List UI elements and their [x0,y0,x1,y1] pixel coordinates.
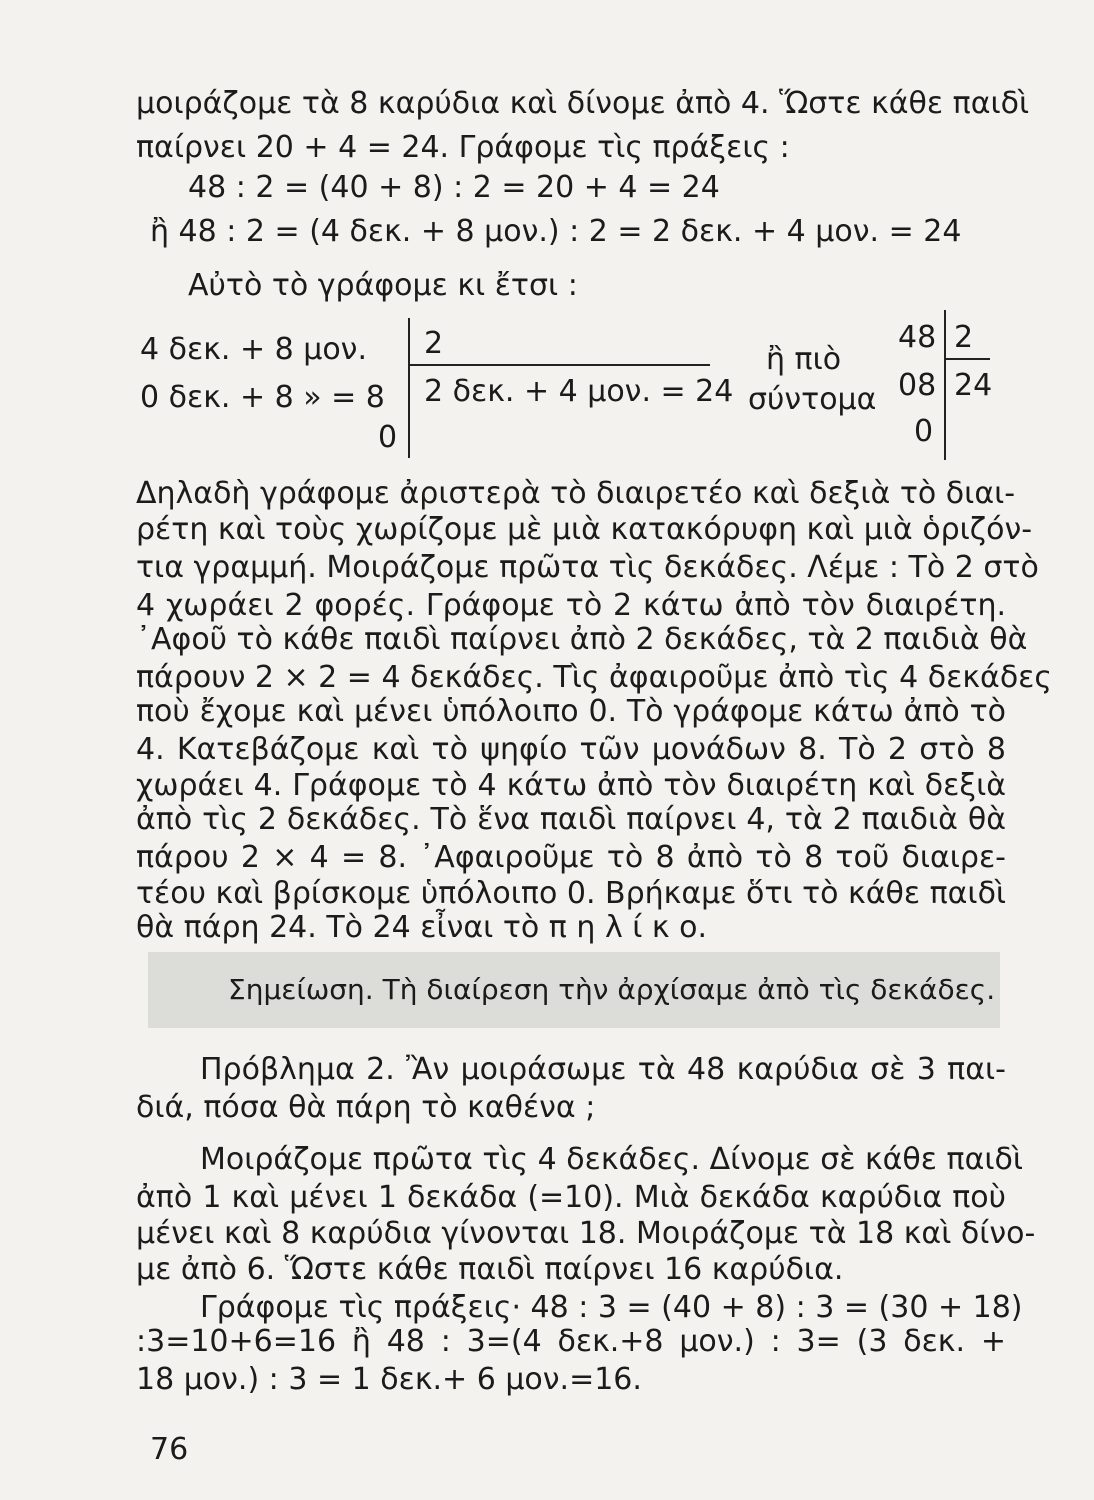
explanation-line-6: πάρουν 2 × 2 = 4 δεκάδες. Τὶς ἀφαιροῦμε ἀπὸ τὶς 4 δεκάδες [136,660,1052,695]
short-label: σύντομα [748,382,877,417]
equation-1: 48 : 2 = (40 + 8) : 2 = 20 + 4 = 24 [188,170,720,205]
solution-line-3: μένει καὶ 8 καρύδια γίνονται 18. Μοιράζομε τὰ 18 καὶ δίνο- [136,1216,1036,1251]
short-divisor: 2 [954,320,974,355]
short-horizontal-line [946,358,990,360]
equation-3: Αὐτὸ τὸ γράφομε κι ἔτσι : [188,268,578,303]
explanation-line-9: χωράει 4. Γράφομε τὸ 4 κάτω ἀπὸ τὸν διαιρέτη καὶ δεξιὰ [136,768,1006,803]
explanation-line-2: ρέτη καὶ τοὺς χωρίζομε μὲ μιὰ κατακόρυφη καὶ μιὰ ὁριζόν- [136,512,1033,547]
short-dividend: 48 [898,320,937,355]
division-left-row-3: 0 [378,420,398,455]
explanation-line-7: ποὺ ἔχομε καὶ μένει ὑπόλοιπο 0. Τὸ γράφομε κάτω ἀπὸ τὸ [136,694,1006,729]
operations-line-1: Γράφομε τὶς πράξεις· 48 : 3 = (40 + 8) : 3 = (30 + 18) [200,1290,1023,1325]
operations-line-2: :3=10+6=16 ἢ 48 : 3=(4 δεκ.+8 μον.) : 3= (3 δεκ. + [136,1324,1006,1359]
explanation-line-3: τια γραμμή. Μοιράζομε πρῶτα τὶς δεκάδες. Λέμε : Τὸ 2 στὸ [136,550,1039,585]
intro-line-2: παίρνει 20 + 4 = 24. Γράφομε τὶς πράξεις : [136,130,790,165]
division-vertical-line [408,318,410,458]
explanation-line-4: 4 χωράει 2 φορές. Γράφομε τὸ 2 κάτω ἀπὸ τὸν διαιρέτη. [136,588,1006,623]
short-quotient: 24 [954,368,993,403]
explanation-line-11: πάρου 2 × 4 = 8. ᾿Αφαιροῦμε τὸ 8 ἀπὸ τὸ 8 τοῦ διαιρε- [136,840,1006,875]
division-left-row-1: 4 δεκ. + 8 μον. [140,332,367,367]
note-text: Σημείωση. Τὴ διαίρεση τὴν ἀρχίσαμε ἀπὸ τὶς δεκάδες. [228,973,996,1006]
explanation-line-12: τέου καὶ βρίσκομε ὑπόλοιπο 0. Βρήκαμε ὅτι τὸ κάθε παιδὶ [136,876,1007,911]
explanation-line-10: ἀπὸ τὶς 2 δεκάδες. Τὸ ἕνα παιδὶ παίρνει 4, τὰ 2 παιδιὰ θὰ [136,802,1006,837]
short-remainder: 0 [914,414,934,449]
operations-line-3: 18 μον.) : 3 = 1 δεκ.+ 6 μον.=16. [136,1362,642,1397]
solution-line-2: ἀπὸ 1 καὶ μένει 1 δεκάδα (=10). Μιὰ δεκάδα καρύδια ποὺ [136,1180,1006,1215]
division-quotient: 2 δεκ. + 4 μον. = 24 [424,374,734,409]
equation-2: ἢ 48 : 2 = (4 δεκ. + 8 μον.) : 2 = 2 δεκ. + 4 μον. = 24 [150,214,962,249]
explanation-line-5: ᾿Αφοῦ τὸ κάθε παιδὶ παίρνει ἀπὸ 2 δεκάδες, τὰ 2 παιδιὰ θὰ [136,622,1028,657]
division-left-row-2: 0 δεκ. + 8 » = 8 [140,380,385,415]
solution-line-4: με ἀπὸ 6. Ὥστε κάθε παιδὶ παίρνει 16 καρύδια. [136,1252,844,1287]
solution-line-1: Μοιράζομε πρῶτα τὶς 4 δεκάδες. Δίνομε σὲ κάθε παιδὶ [200,1142,1024,1177]
problem-line-1: Πρόβλημα 2. Ἂν μοιράσωμε τὰ 48 καρύδια σὲ 3 παι- [200,1052,1006,1087]
division-divisor: 2 [424,326,444,361]
problem-line-2: διά, πόσα θὰ πάρη τὸ καθένα ; [136,1090,596,1125]
or-label: ἢ πιὸ [766,342,842,377]
intro-line-1: μοιράζομε τὰ 8 καρύδια καὶ δίνομε ἀπὸ 4. Ὥστε κάθε παιδὶ [136,86,1030,121]
page-number: 76 [150,1432,189,1467]
note-box [148,952,1000,1028]
explanation-line-13: θὰ πάρη 24. Τὸ 24 εἶναι τὸ π η λ ί κ ο. [136,910,708,945]
short-middle: 08 [898,368,937,403]
division-horizontal-line [410,364,710,366]
short-vertical-line [944,310,946,460]
explanation-line-1: Δηλαδὴ γράφομε ἀριστερὰ τὸ διαιρετέο καὶ δεξιὰ τὸ διαι- [136,476,1016,511]
explanation-line-8: 4. Κατεβάζομε καὶ τὸ ψηφίο τῶν μονάδων 8. Τὸ 2 στὸ 8 [136,732,1006,767]
